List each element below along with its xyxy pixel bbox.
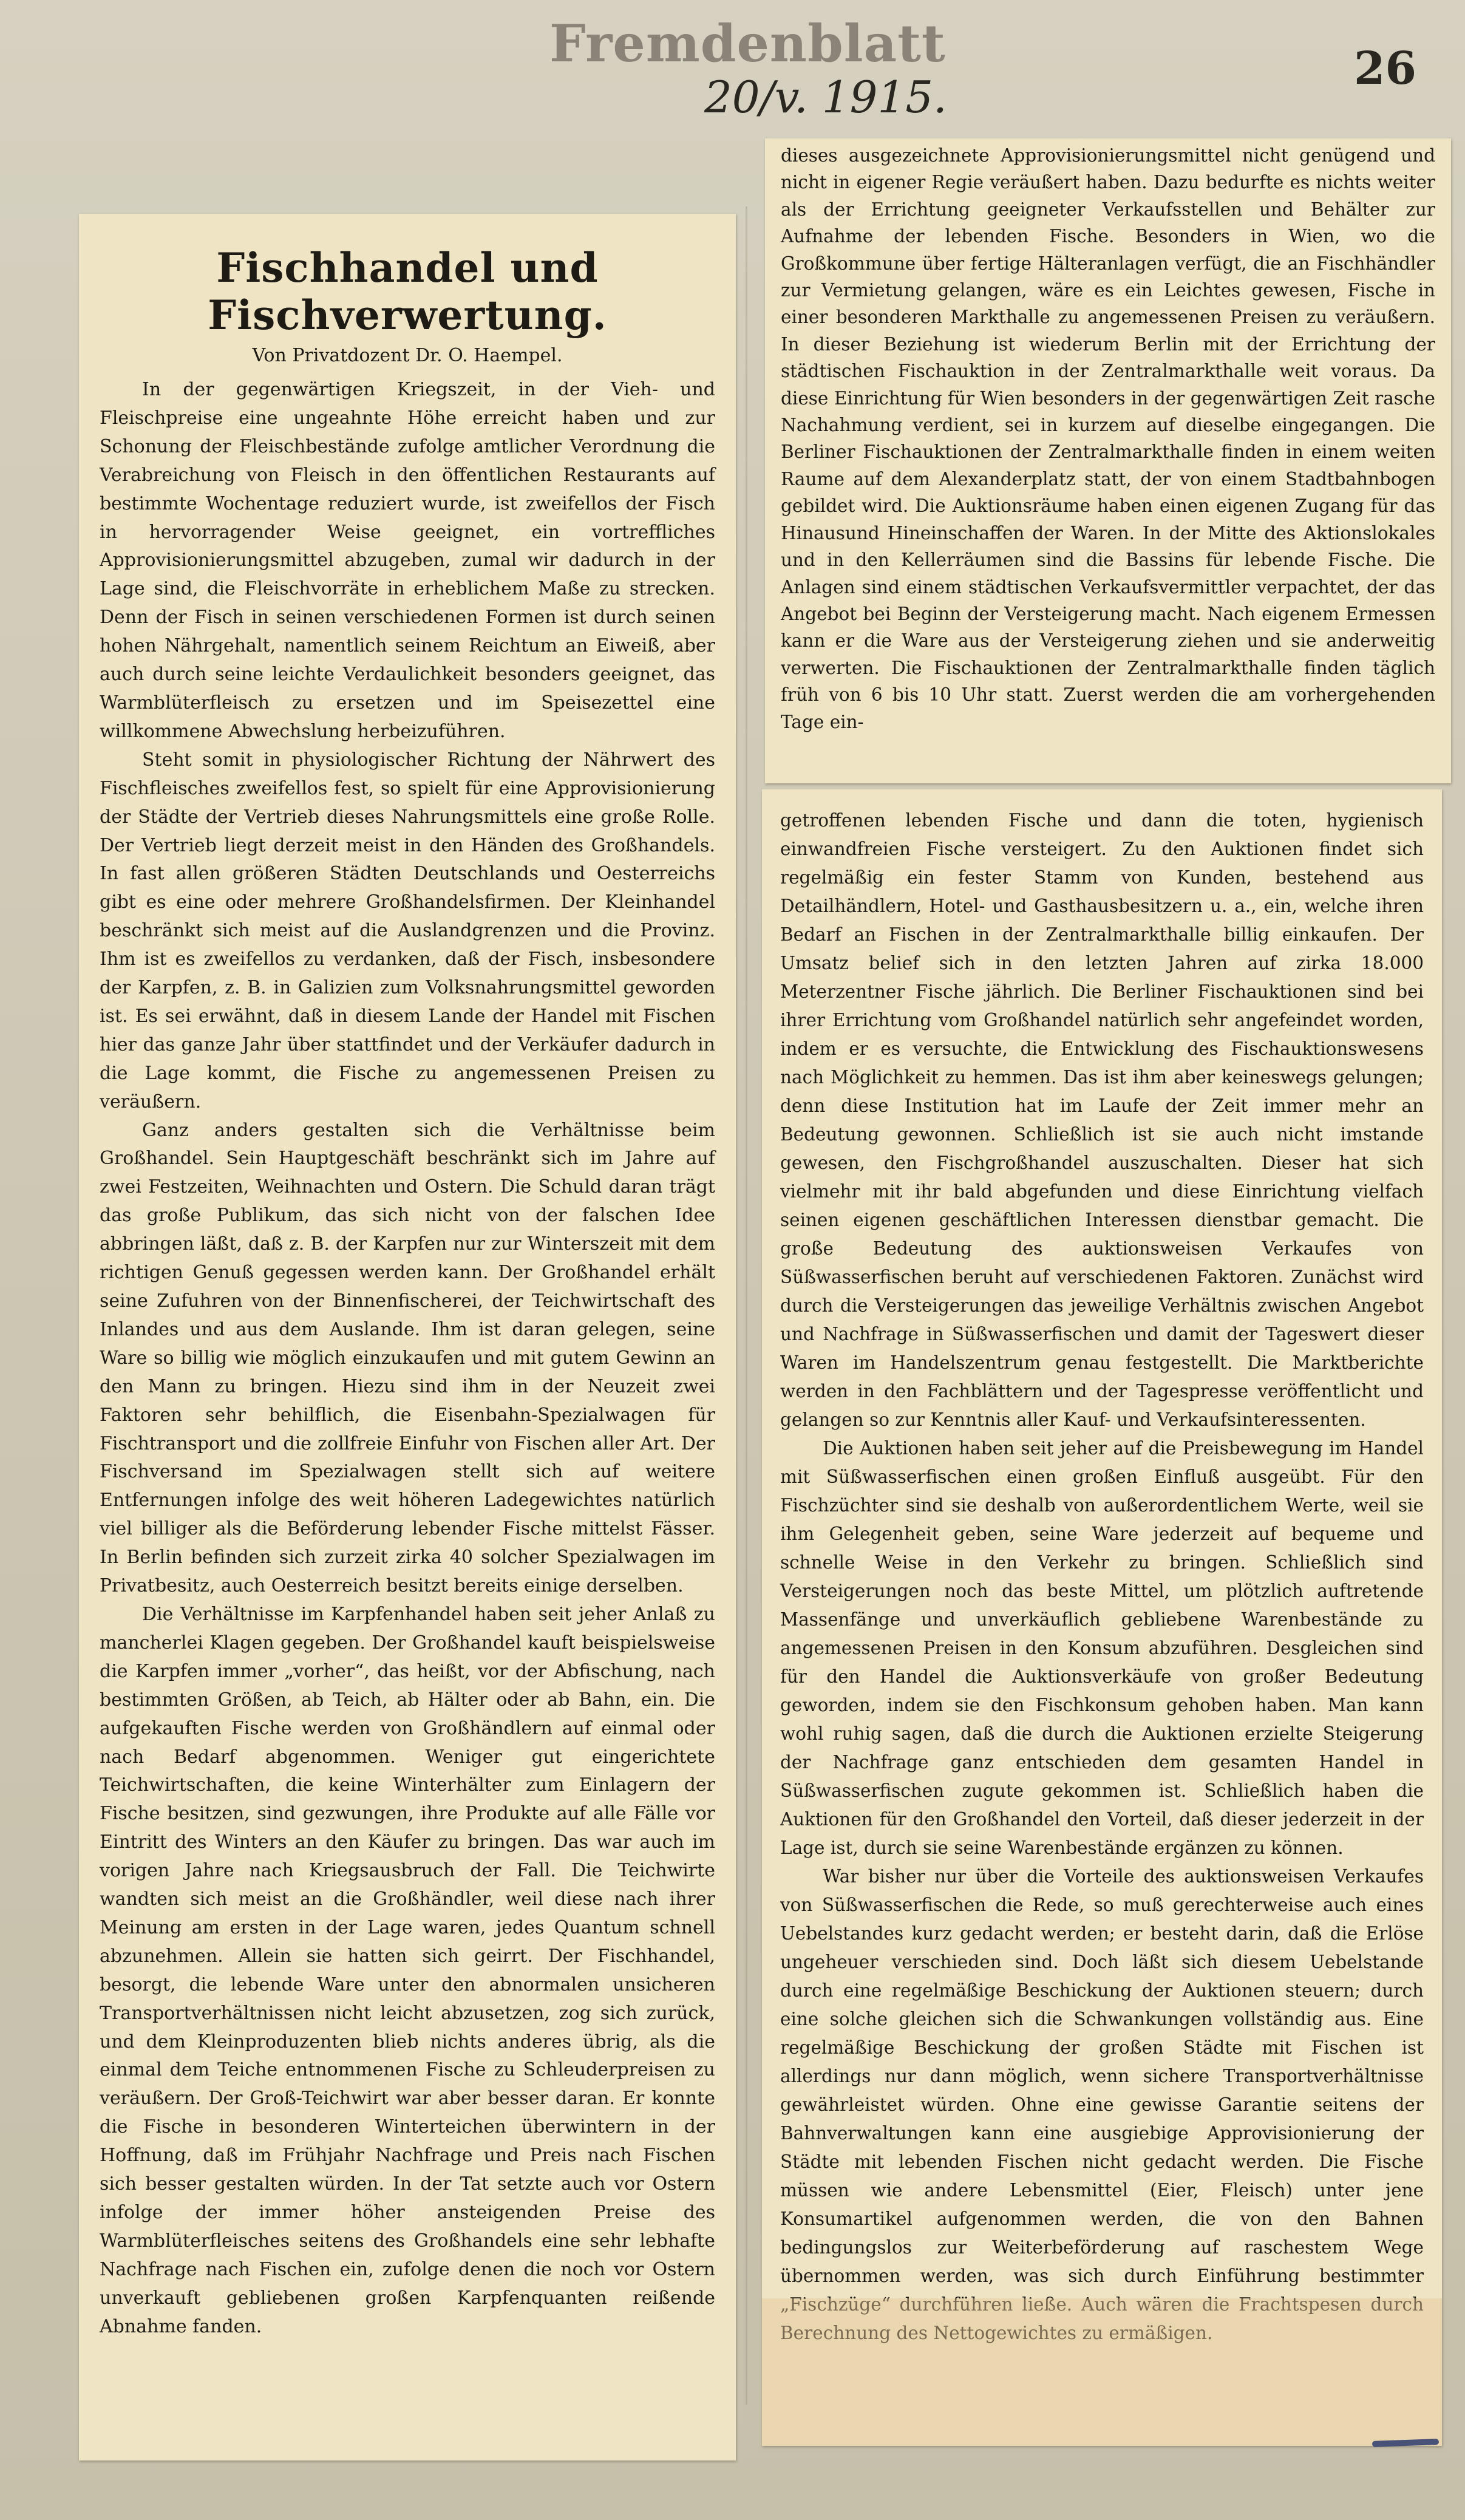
paragraph: In der gegenwärtigen Kriegszeit, in der Vieh- und Fleischpreise eine ungeahnte Höhe erreicht haben und zur Schonung der Fleischbestände zufolge amtlicher Verordnung die Verabreichung von Fleisch in den öffentlichen Restaurants auf bestimmte Wochentage reduziert wurde, ist zweifellos der Fisch in hervorragender Weise geeignet, ein vortreffliches Approvisionierungsmittel abzugeben, zumal wir dadurch in der Lage sind, die Fleischvorräte in erheblichem Maße zu strecken. Denn der Fisch in seinen verschiedenen Formen ist durch seinen hohen Nährgehalt, namentlich seinem Reichtum an Eiweiß, aber auch durch seine leichte Verdaulichkeit besonders geeignet, das Warmblüterfleisch zu ersetzen und im Speisezettel eine willkommene Abwechslung herbeizuführen.: [100, 379, 715, 742]
clipping-right-bottom-column: [762, 789, 1442, 2446]
clipping-right-top-column: [765, 138, 1451, 783]
article-title: Fischhandel und Fischverwertung.: [208, 244, 607, 339]
article-byline: Von Privatdozent Dr. O. Haempel.: [252, 345, 563, 366]
paragraph: Steht somit in physiologischer Richtung der Nährwert des Fischfleisches zweifellos fest, so spielt für eine Approvisionierung der Städte der Vertrieb dieses Nahrungsmittels eine große Rolle. Der Vertrieb liegt derzeit meist in den Händen des Großhandels. In fast allen größeren Städten Deutschlands und Oesterreichs gibt es eine oder mehrere Großhandelsfirmen. Der Kleinhandel beschränkt sich meist auf die Auslandgrenzen und die Provinz. Ihm ist es zweifellos zu verdanken, daß der Fisch, insbesondere der Karpfen, z. B. in Galizien zum Volksnahrungsmittel geworden ist. Es sei erwähnt, daß in diesem Lande der Handel mit Fischen hier das ganze Jahr über stattfindet und der Verkäufer dadurch in die Lage kommt, die Fische zu angemessenen Preisen zu veräußern.: [100, 749, 715, 1112]
page-number: 26: [1354, 43, 1416, 95]
paragraph: Ganz anders gestalten sich die Verhältnisse beim Großhandel. Sein Hauptgeschäft beschränkt sich im Jahre auf zwei Festzeiten, Weihnachten und Ostern. Die Schuld daran trägt das große Publikum, das sich nicht von der falschen Idee abbringen läßt, daß z. B. der Karpfen nur zur Winterszeit mit dem richtigen Genuß gegessen werden kann. Der Großhandel erhält seine Zufuhren von der Binnenfischerei, der Teichwirtschaft des Inlandes und aus dem Auslande. Ihm ist daran gelegen, seine Ware so billig wie möglich einzukaufen und mit gutem Gewinn an den Mann zu bringen. Hiezu sind ihm in der Neuzeit zwei Faktoren sehr behilflich, die Eisenbahn-Spezialwagen für Fischtransport und die zollfreie Einfuhr von Fischen aller Art. Der Fischversand im Spezialwagen stellt sich auf weitere Entfernungen infolge des weit höheren Ladegewichtes natürlich viel billiger als die Beförderung lebender Fische mittelst Fässer. In Berlin befinden sich zurzeit zirka 40 solcher Spezialwagen im Privatbesitz, auch Oesterreich besitzt bereits einige derselben.: [100, 1119, 715, 1597]
right-top-column-text: [781, 142, 1435, 735]
newspaper-name-stamp: Fremdenblatt: [549, 13, 946, 73]
paragraph: Die Auktionen haben seit jeher auf die Preisbewegung im Handel mit Süßwasserfischen einen großen Einfluß ausgeübt. Für den Fischzüchter sind sie deshalb von außerordentlichem Werte, weil sie ihm Gelegenheit geben, seine Ware jederzeit auf bequeme und schnelle Weise in den Verkehr zu bringen. Schließlich sind Versteigerungen noch das beste Mittel, um plötzlich auftretende Massenfänge und unverkäuflich gebliebene Warenbestände zu angemessenen Preisen in den Konsum abzuführen. Desgleichen sind für den Handel die Auktionsverkäufe von großer Bedeutung geworden, indem sie den Fischkonsum gehoben haben. Man kann wohl ruhig sagen, daß die durch die Auktionen erzielte Steigerung der Nachfrage ganz entschieden dem gesamten Handel in Süßwasserfischen zugute gekommen ist. Schließlich haben die Auktionen für den Großhandel den Vorteil, daß dieser jederzeit in der Lage ist, durch sie seine Warenbestände ergänzen zu können.: [780, 1438, 1424, 1858]
left-column-text: [100, 376, 715, 2341]
paragraph: War bisher nur über die Vorteile des auktionsweisen Verkaufes von Süßwasserfischen die Rede, so muß gerechterweise auch eines Uebelstandes kurz gedacht werden; er besteht darin, daß die Erlöse ungeheuer verschieden sind. Doch läßt sich diesem Uebelstande durch eine regelmäßige Beschickung der Auktionen steuern; durch eine solche gleichen sich die Schwankungen vollständig aus. Eine regelmäßige Beschickung der großen Städte mit Fischen ist allerdings nur dann möglich, wenn sichere Transportverhältnisse gewährleistet würden. Ohne eine gewisse Garantie seitens der Bahnverwaltungen kann eine ausgiebige Approvisionierung der Städte mit lebenden Fischen nicht gedacht werden. Die Fische müssen wie andere Lebensmittel (Eier, Fleisch) unter jene Konsumartikel aufgenommen werden, die von den Bahnen bedingungslos zur Weiterbeförderung auf raschestem Wege übernommen werden, was sich durch Einführung bestimmter „Fischzüge“ durchführen ließe. Auch wären die Frachtspesen durch Berechnung des Nettogewichtes zu ermäßigen.: [780, 1866, 1424, 2343]
handwritten-date: 20/v. 1915.: [704, 72, 947, 123]
paragraph: getroffenen lebenden Fische und dann die toten, hygienisch einwandfreien Fische versteigert. Zu den Auktionen findet sich regelmäßig ein fester Stamm von Kunden, bestehend aus Detailhändlern, Hotel- und Gasthausbesitzern u. a., ein, welche ihren Bedarf an Fischen in der Zentralmarkthalle billig einkaufen. Der Umsatz belief sich in den letzten Jahren auf zirka 18.000 Meterzentner Fische jährlich. Die Berliner Fischauktionen sind bei ihrer Errichtung vom Großhandel natürlich sehr angefeindet worden, indem er es versuchte, die Entwicklung des Fischauktionswesens nach Möglichkeit zu hemmen. Das ist ihm aber keineswegs gelungen; denn diese Institution hat im Laufe der Zeit immer mehr an Bedeutung gewonnen. Schließlich ist sie auch nicht imstande gewesen, den Fischgroßhandel auszuschalten. Dieser hat sich vielmehr mit ihr bald abgefunden und diese Einrichtung vielfach seinen eigenen geschäftlichen Interessen dienstbar gemacht. Die große Bedeutung des auktionsweisen Verkaufes von Süßwasserfischen beruht auf verschiedenen Faktoren. Zunächst wird durch die Versteigerungen das jeweilige Verhältnis zwischen Angebot und Nachfrage in Süßwasserfischen und damit der Tageswert dieser Waren im Handelszentrum genau festgestellt. Die Marktberichte werden in den Fachblättern und der Tagespresse veröffentlicht und gelangen so zur Kenntnis aller Kauf- und Verkaufsinteressenten.: [780, 810, 1424, 1430]
column-divider: [746, 206, 747, 2405]
right-bottom-column-text: [780, 806, 1424, 2348]
clipping-left-column: [79, 214, 736, 2460]
paragraph: Die Verhältnisse im Karpfenhandel haben seit jeher Anlaß zu mancherlei Klagen gegeben. Der Großhandel kauft beispielsweise die Karpfen immer „vorher“, das heißt, vor der Abfischung, nach bestimmten Größen, ab Teich, ab Hälter oder ab Bahn, ein. Die aufgekauften Fische werden von Großhändlern auf einmal oder nach Bedarf abgenommen. Weniger gut eingerichtete Teichwirtschaften, die keine Winterhälter zum Einlagern der Fische besitzen, sind gezwungen, ihre Produkte auf alle Fälle vor Eintritt des Winters an den Käufer zu bringen. Das war auch im vorigen Jahre nach Kriegsausbruch der Fall. Die Teichwirte wandten sich meist an die Großhändler, weil diese nach ihrer Meinung am ersten in der Lage waren, jedes Quantum schnell abzunehmen. Allein sie hatten sich geirrt. Der Fischhandel, besorgt, die lebende Ware unter den abnormalen unsicheren Transportverhältnissen nicht leicht abzusetzen, zog sich zurück, und dem Kleinproduzenten blieb nichts anderes übrig, als die einmal dem Teiche entnommenen Fische zu Schleuderpreisen zu veräußern. Der Groß-Teichwirt war aber besser daran. Er konnte die Fische in besonderen Winterteichen überwintern in der Hoffnung, daß im Frühjahr Nachfrage und Preis nach Fischen sich besser gestalten würden. In der Tat setzte auch vor Ostern infolge der immer höher ansteigenden Preise des Warmblüterfleisches seitens des Großhandels eine sehr lebhafte Nachfrage nach Fischen ein, zufolge denen die noch vor Ostern unverkauft gebliebenen großen Karpfenquanten reißende Abnahme fanden.: [100, 1603, 715, 2337]
paragraph: dieses ausgezeichnete Approvisionierungsmittel nicht genügend und nicht in eigener Regie veräußert haben. Dazu bedurfte es nichts weiter als der Errichtung geeigneter Verkaufsstellen und Behälter zur Aufnahme der lebenden Fische. Besonders in Wien, wo die Großkommune über fertige Hälteranlagen verfügt, die an Fischhändler zur Vermietung gelangen, wäre es ein Leichtes gewesen, Fische in einer besonderen Markthalle zu angemessenen Preisen zu veräußern. In dieser Beziehung ist wiederum Berlin mit der Errichtung der städtischen Fischauktion in der Zentralmarkthalle weit voraus. Da diese Einrichtung für Wien besonders in der gegenwärtigen Zeit rasche Nachahmung verdient, sei in kurzem auf dieselbe eingegangen. Die Berliner Fischauktionen der Zentralmarkthalle finden in einem weiten Raume auf dem Alexanderplatz statt, der von einem Stadtbahnbogen gebildet wird. Die Auktionsräume haben einen eigenen Zugang für das Hinausund Hineinschaffen der Waren. In der Mitte des Aktionslokales und in den Kellerräumen sind die Bassins für lebende Fische. Die Anlagen sind einem städtischen Verkaufsvermittler verpachtet, der das Angebot bei Beginn der Versteigerung macht. Nach eigenem Ermessen kann er die Ware aus der Versteigerung ziehen und sie anderweitig verwerten. Die Fischauktionen der Zentralmarkthalle finden täglich früh von 6 bis 10 Uhr statt. Zuerst werden die am vorhergehenden Tage ein-: [781, 145, 1435, 732]
